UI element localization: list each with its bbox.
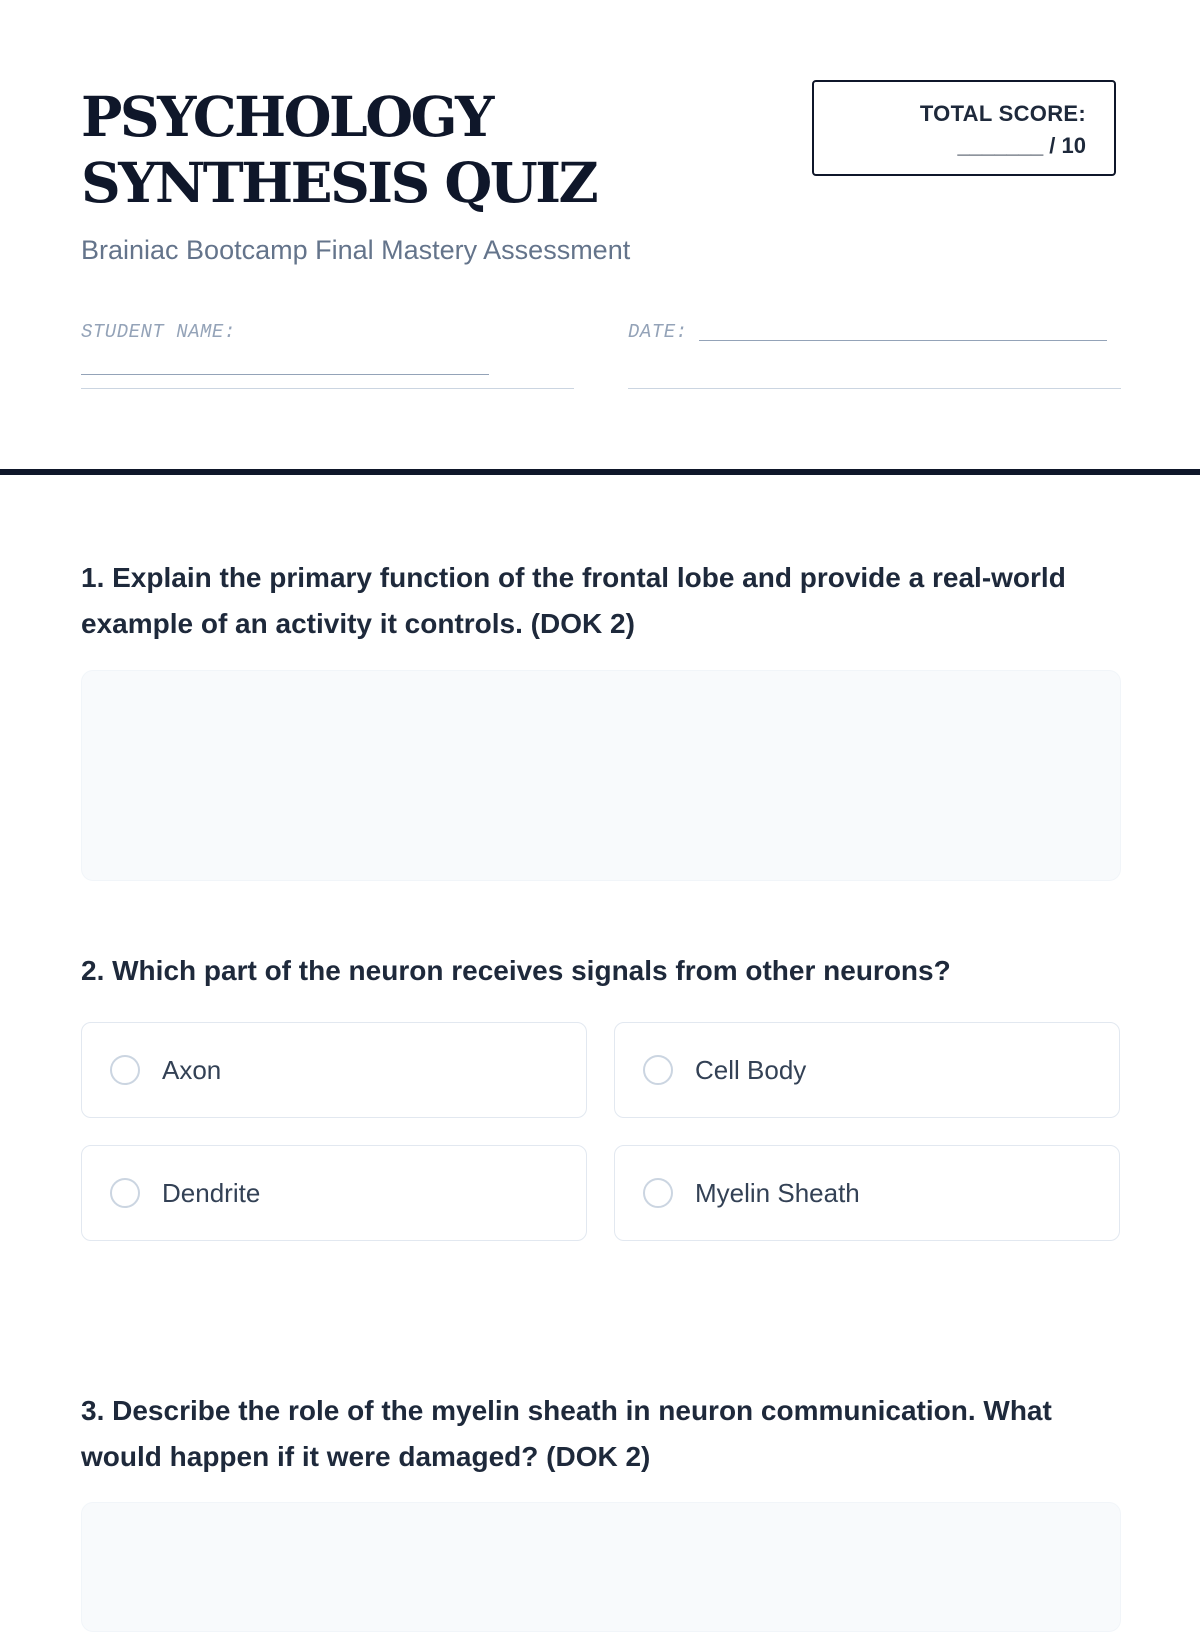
student-name-line[interactable] (81, 374, 489, 375)
option-myelin-sheath[interactable] (614, 1145, 1120, 1241)
total-score-value[interactable]: _______ / 10 (957, 133, 1086, 158)
student-name-field[interactable] (81, 320, 574, 389)
option-dendrite[interactable] (81, 1145, 587, 1241)
page-subtitle: Brainiac Bootcamp Final Mastery Assessment (81, 235, 631, 265)
question-2: 2. Which part of the neuron receives signals from other neurons? (81, 955, 951, 986)
option-label: Cell Body (695, 1054, 807, 1085)
radio-circle-icon[interactable] (643, 1055, 673, 1085)
radio-circle-icon[interactable] (110, 1178, 140, 1208)
date-label: DATE: (628, 321, 688, 343)
total-score-label: TOTAL SCORE: (919, 101, 1086, 126)
option-label: Axon (162, 1054, 222, 1085)
answer-box-3[interactable] (81, 1502, 1121, 1632)
option-label: Myelin Sheath (695, 1177, 860, 1208)
answer-box-1[interactable] (81, 670, 1121, 881)
option-cell-body[interactable] (614, 1022, 1120, 1118)
total-score-box (812, 80, 1116, 176)
question-3: 3. Describe the role of the myelin sheath in neuron communication. What would happen if it were damaged? (DOK 2) (81, 1395, 1052, 1472)
option-label: Dendrite (162, 1177, 261, 1208)
question-1: 1. Explain the primary function of the frontal lobe and provide a real-world example of an activity it controls. (DOK 2) (81, 562, 1066, 639)
date-line[interactable] (699, 340, 1107, 341)
page-title: PSYCHOLOGY SYNTHESIS QUIZ (81, 84, 597, 215)
section-divider (0, 469, 1200, 475)
date-field[interactable] (628, 320, 1121, 389)
option-axon[interactable] (81, 1022, 587, 1118)
student-name-label: STUDENT NAME: (81, 321, 236, 343)
radio-circle-icon[interactable] (110, 1055, 140, 1085)
radio-circle-icon[interactable] (643, 1178, 673, 1208)
